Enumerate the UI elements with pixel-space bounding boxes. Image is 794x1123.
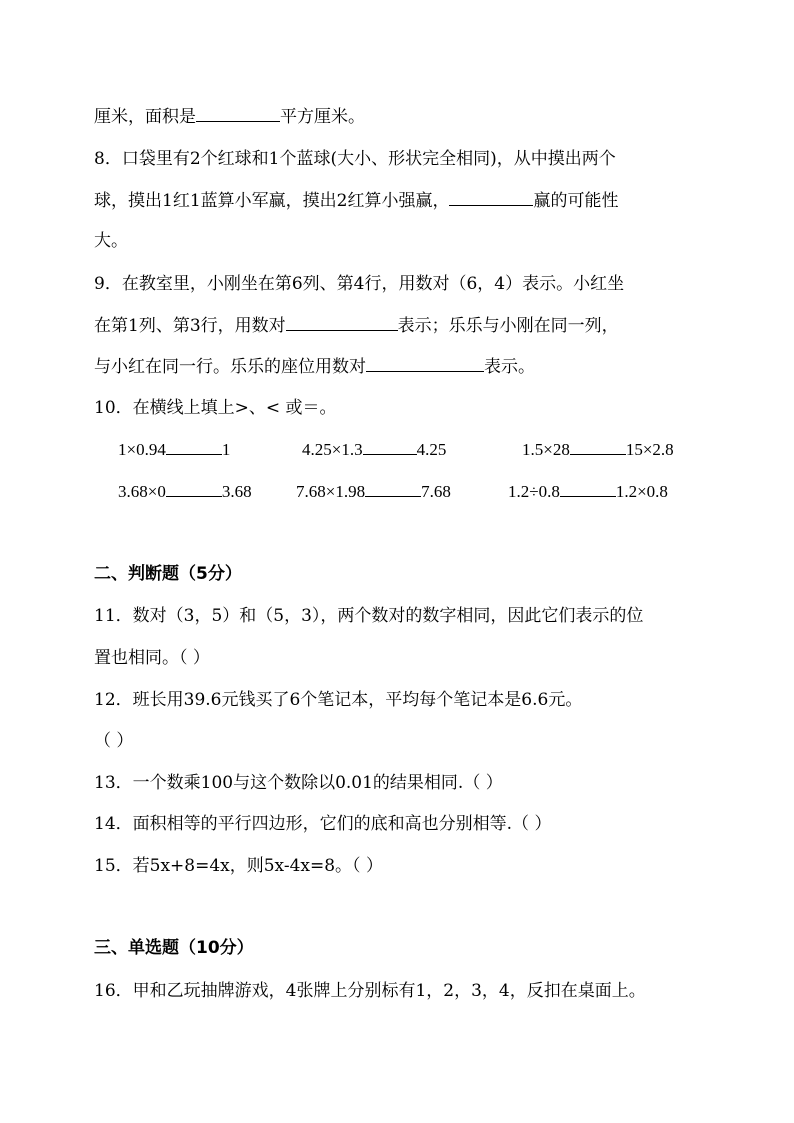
q10-item-6-left: 1.2÷0.8 (508, 482, 560, 501)
q10-item-4 (118, 480, 252, 504)
q8-line-2 (94, 188, 618, 213)
q10-item-4-blank[interactable] (166, 480, 222, 497)
q10-item-1-right: 1 (221, 440, 231, 459)
q10-item-4-right: 3.68 (221, 482, 252, 501)
q11-line-2: 置也相同。（ ） (94, 648, 210, 668)
q9-line-3 (94, 354, 535, 379)
section-2-heading: 二、判断题（5分） (94, 564, 242, 584)
q7-text-start: 厘米，面积是 (94, 107, 196, 127)
q9-xiaohong-blank[interactable] (286, 313, 398, 331)
q8-winner-blank[interactable] (449, 188, 533, 206)
q8-line-1: 8．口袋里有2个红球和1个蓝球(大小、形状完全相同)，从中摸出两个 (94, 149, 616, 169)
q10-item-1-left: 1×0.94 (118, 440, 166, 459)
q7-area-blank[interactable] (196, 104, 280, 122)
q13-line: 13．一个数乘100与这个数除以0.01的结果相同.（ ） (94, 773, 503, 793)
q9-text-a: 在第1列、第3行，用数对 (94, 316, 286, 336)
q9-lele-blank[interactable] (366, 354, 484, 372)
q12-line-2: （ ） (94, 731, 134, 751)
section-3-heading: 三、单选题（10分） (94, 938, 254, 958)
q15-line: 15．若5x+8=4x，则5x-4x=8。（ ） (94, 856, 383, 876)
q9-text-d: 表示。 (484, 357, 535, 377)
q9-text-c: 与小红在同一行。乐乐的座位用数对 (94, 357, 366, 377)
q10-item-3-blank[interactable] (570, 438, 626, 455)
q10-item-2-right: 4.25 (416, 440, 447, 459)
q8-line-3: 大。 (94, 231, 128, 251)
q8-text-start: 球，摸出1红1蓝算小军赢，摸出2红算小强赢， (94, 191, 450, 211)
q10-item-4-left: 3.68×0 (118, 482, 166, 501)
q10-item-3-right: 15×2.8 (625, 440, 674, 459)
q10-item-1-blank[interactable] (166, 438, 222, 455)
q10-item-2-left: 4.25×1.3 (302, 440, 363, 459)
q10-item-6-blank[interactable] (560, 480, 616, 497)
q12-line-1: 12．班长用39.6元钱买了6个笔记本，平均每个笔记本是6.6元。 (94, 690, 583, 710)
q7-text-end: 平方厘米。 (280, 107, 365, 127)
q10-item-3 (522, 438, 674, 462)
q10-item-5 (296, 480, 451, 504)
q16-line-1: 16．甲和乙玩抽牌游戏，4张牌上分别标有1，2，3，4，反扣在桌面上。 (94, 981, 646, 1001)
q10-item-6 (508, 480, 668, 504)
q9-line-2 (94, 313, 619, 338)
q10-title: 10．在横线上填上>、< 或＝。 (94, 398, 337, 418)
q10-item-2-blank[interactable] (363, 438, 417, 455)
q10-item-6-right: 1.2×0.8 (615, 482, 668, 501)
q14-line: 14．面积相等的平行四边形，它们的底和高也分别相等.（ ） (94, 814, 552, 834)
q11-line-1: 11．数对（3，5）和（5，3），两个数对的数字相同，因此它们表示的位 (94, 606, 644, 626)
q9-line-1: 9．在教室里，小刚坐在第6列、第4行，用数对（6，4）表示。小红坐 (94, 274, 625, 294)
q10-item-2 (302, 438, 446, 462)
q10-item-3-left: 1.5×28 (522, 440, 570, 459)
q8-text-end: 赢的可能性 (533, 191, 619, 211)
q10-item-5-left: 7.68×1.98 (296, 482, 366, 501)
q7-tail-line (94, 104, 365, 129)
q10-item-1 (118, 438, 230, 462)
q10-item-5-right: 7.68 (421, 482, 451, 501)
q9-text-b: 表示；乐乐与小刚在同一列， (397, 316, 619, 336)
q10-item-5-blank[interactable] (365, 480, 421, 497)
